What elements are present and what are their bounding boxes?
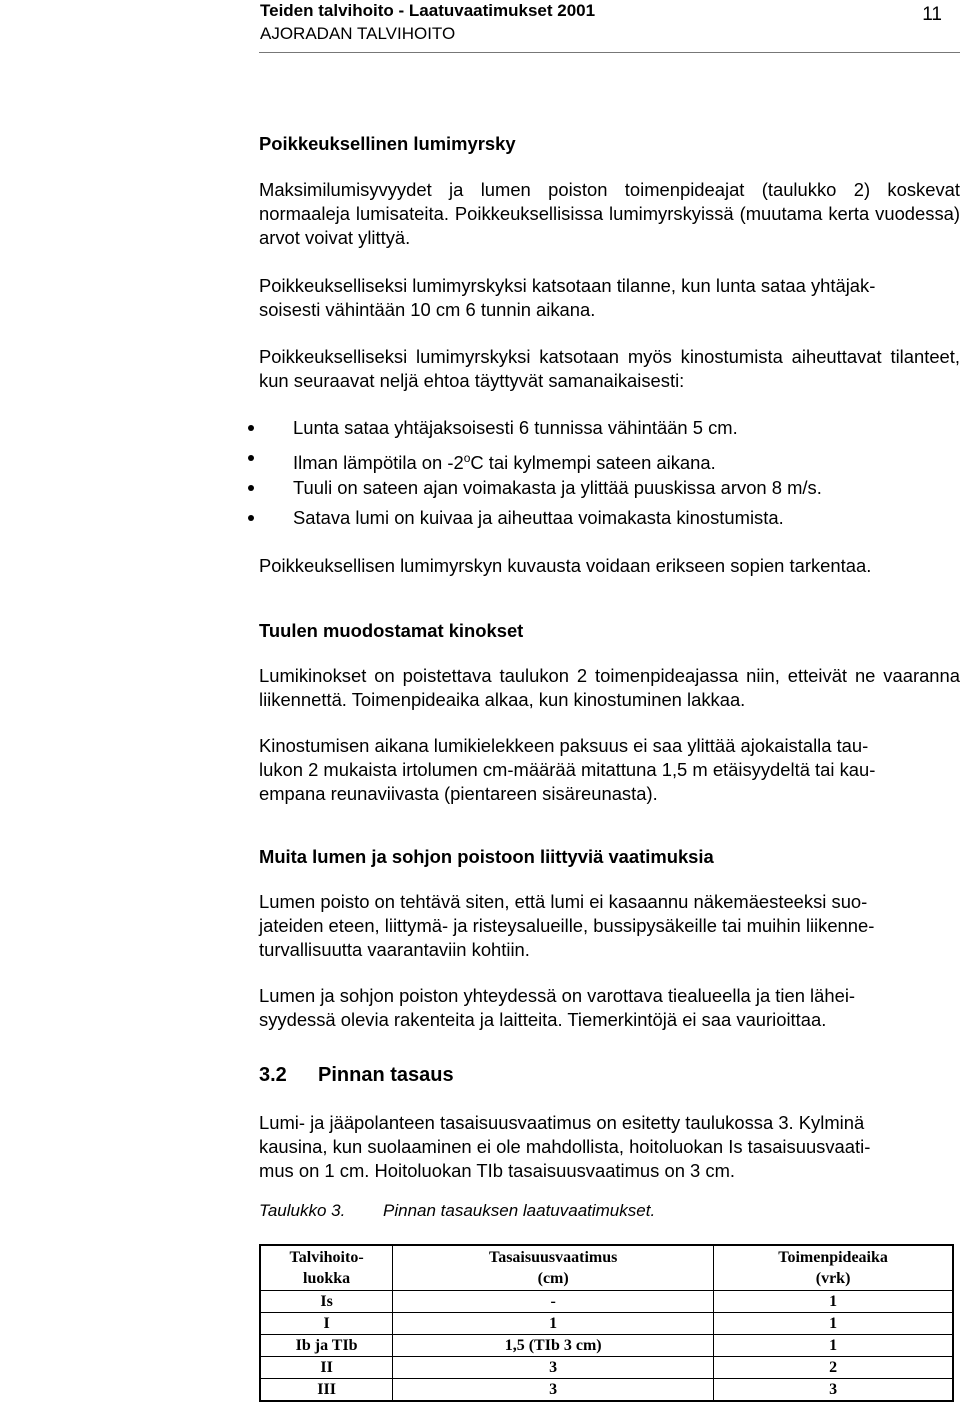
header-divider: [259, 52, 960, 53]
table-cell: Ib ja TIb: [260, 1335, 393, 1357]
page-number: 11: [922, 4, 942, 25]
column-header: Talvihoito- luokka: [260, 1245, 393, 1291]
heading-tuulen-muodostamat-kinokset: Tuulen muodostamat kinokset: [259, 620, 524, 641]
heading-poikkeuksellinen-lumimyrsky: Poikkeuksellinen lumimyrsky: [259, 133, 516, 154]
paragraph: Poikkeuksellisen lumimyrskyn kuvausta voidaan erikseen sopien tarkentaa.: [259, 555, 872, 576]
table-cell: 1: [714, 1313, 953, 1335]
paragraph-line: mus on 1 cm. Hoitoluokan TIb tasaisuusvaatimus on 3 cm.: [259, 1160, 735, 1181]
column-header: Tasaisuusvaatimus (cm): [393, 1245, 714, 1291]
paragraph: [259, 274, 960, 322]
table-row: [260, 1313, 953, 1335]
table-cell: 1: [714, 1291, 953, 1313]
heading-pinnan-tasaus: Pinnan tasaus: [318, 1064, 454, 1086]
running-header-title: Teiden talvihoito - Laatuvaatimukset 2001: [260, 1, 596, 20]
list-item: [248, 416, 960, 446]
bullet-icon: [248, 425, 254, 431]
paragraph: Poikkeukselliseksi lumimyrskyksi katsotaan myös kinostumista aiheuttavat tilanteet, kun seuraavat neljä ehtoa täyttyvät samanaikaisesti:: [259, 346, 960, 391]
list-item: [248, 476, 960, 506]
paragraph-line: soisesti vähintään 10 cm 6 tunnin aikana.: [259, 299, 596, 320]
table-cell: 1: [393, 1313, 714, 1335]
condition-list: [248, 416, 960, 536]
list-item-text: C tai kylmempi sateen aikana.: [470, 452, 716, 474]
paragraph: [259, 734, 960, 806]
heading-muita-vaatimuksia: Muita lumen ja sohjon poistoon liittyviä vaatimuksia: [259, 846, 714, 867]
table-header-row: [260, 1245, 953, 1291]
column-header: Toimenpideaika (vrk): [714, 1245, 953, 1291]
table-row: [260, 1357, 953, 1379]
paragraph: Lumikinokset on poistettava taulukon 2 toimenpideajassa niin, etteivät ne vaaranna liikennettä. Toimenpideaika alkaa, kun kinostuminen lakkaa.: [259, 665, 960, 710]
paragraph: [259, 890, 960, 962]
paragraph-line: lukon 2 mukaista irtolumen cm-määrää mitattuna 1,5 m etäisyydeltä tai kau-: [259, 759, 876, 780]
table-row: [260, 1379, 953, 1402]
section-number: 3.2: [259, 1064, 287, 1086]
paragraph-line: Kinostumisen aikana lumikielekkeen paksuus ei saa ylittää ajokaistalla tau-: [259, 735, 869, 756]
table-caption-label: Taulukko 3.: [259, 1201, 346, 1220]
table-cell: 2: [714, 1357, 953, 1379]
table-cell: 3: [714, 1379, 953, 1402]
degree-superscript: o: [463, 451, 471, 465]
paragraph-line: syydessä olevia rakenteita ja laitteita. Tiemerkintöjä ei saa vaurioittaa.: [259, 1009, 827, 1030]
bullet-icon: [248, 455, 254, 461]
list-item: [248, 446, 960, 476]
table-cell: 3: [393, 1379, 714, 1402]
list-item: [248, 506, 960, 536]
paragraph-line: Poikkeukselliseksi lumimyrskyksi katsotaan tilanne, kun lunta sataa yhtäjak-: [259, 275, 876, 296]
paragraph-line: Lumi- ja jääpolanteen tasaisuusvaatimus on esitetty taulukossa 3. Kylminä: [259, 1112, 865, 1133]
bullet-icon: [248, 485, 254, 491]
table-cell: 3: [393, 1357, 714, 1379]
table-row: [260, 1335, 953, 1357]
list-item-text: Satava lumi on kuivaa ja aiheuttaa voimakasta kinostumista.: [293, 507, 784, 528]
table-cell: 1: [714, 1335, 953, 1357]
table-cell: -: [393, 1291, 714, 1313]
paragraph-line: jateiden eteen, liittymä- ja risteysalueille, bussipysäkeille tai muihin liikenne-: [259, 915, 875, 936]
table-cell: III: [260, 1379, 393, 1402]
bullet-icon: [248, 515, 254, 521]
table-cell: Is: [260, 1291, 393, 1313]
paragraph-line: Lumen ja sohjon poiston yhteydessä on varottava tiealueella ja tien lähei-: [259, 985, 856, 1006]
list-item-text: Ilman lämpötila on -2: [293, 452, 464, 474]
list-item-text: Tuuli on sateen ajan voimakasta ja ylittää puuskissa arvon 8 m/s.: [293, 477, 822, 498]
paragraph: [259, 984, 960, 1032]
table-cell: II: [260, 1357, 393, 1379]
quality-requirements-table: [259, 1244, 954, 1402]
paragraph-line: turvallisuutta vaarantaviin kohtiin.: [259, 939, 530, 960]
paragraph-line: kausina, kun suolaaminen ei ole mahdollista, hoitoluokan Is tasaisuusvaati-: [259, 1136, 871, 1157]
paragraph: [259, 1111, 960, 1183]
table-row: [260, 1291, 953, 1313]
paragraph-line: empana reunaviivasta (pientareen sisäreunasta).: [259, 783, 658, 804]
running-header-subtitle: AJORADAN TALVIHOITO: [260, 24, 456, 43]
list-item-text: Lunta sataa yhtäjaksoisesti 6 tunnissa vähintään 5 cm.: [293, 417, 738, 438]
table-caption-text: Pinnan tasauksen laatuvaatimukset.: [383, 1201, 656, 1220]
paragraph: Maksimilumisyvyydet ja lumen poiston toimenpideajat (taulukko 2) koskevat normaaleja lumisateita. Poikkeuksellisissa lumimyrskyissä (muutama kerta vuodessa) arvot voivat ylittyä.: [259, 179, 960, 248]
paragraph-line: Lumen poisto on tehtävä siten, että lumi ei kasaannu näkemäesteeksi suo-: [259, 891, 868, 912]
table-cell: I: [260, 1313, 393, 1335]
table-cell: 1,5 (TIb 3 cm): [393, 1335, 714, 1357]
